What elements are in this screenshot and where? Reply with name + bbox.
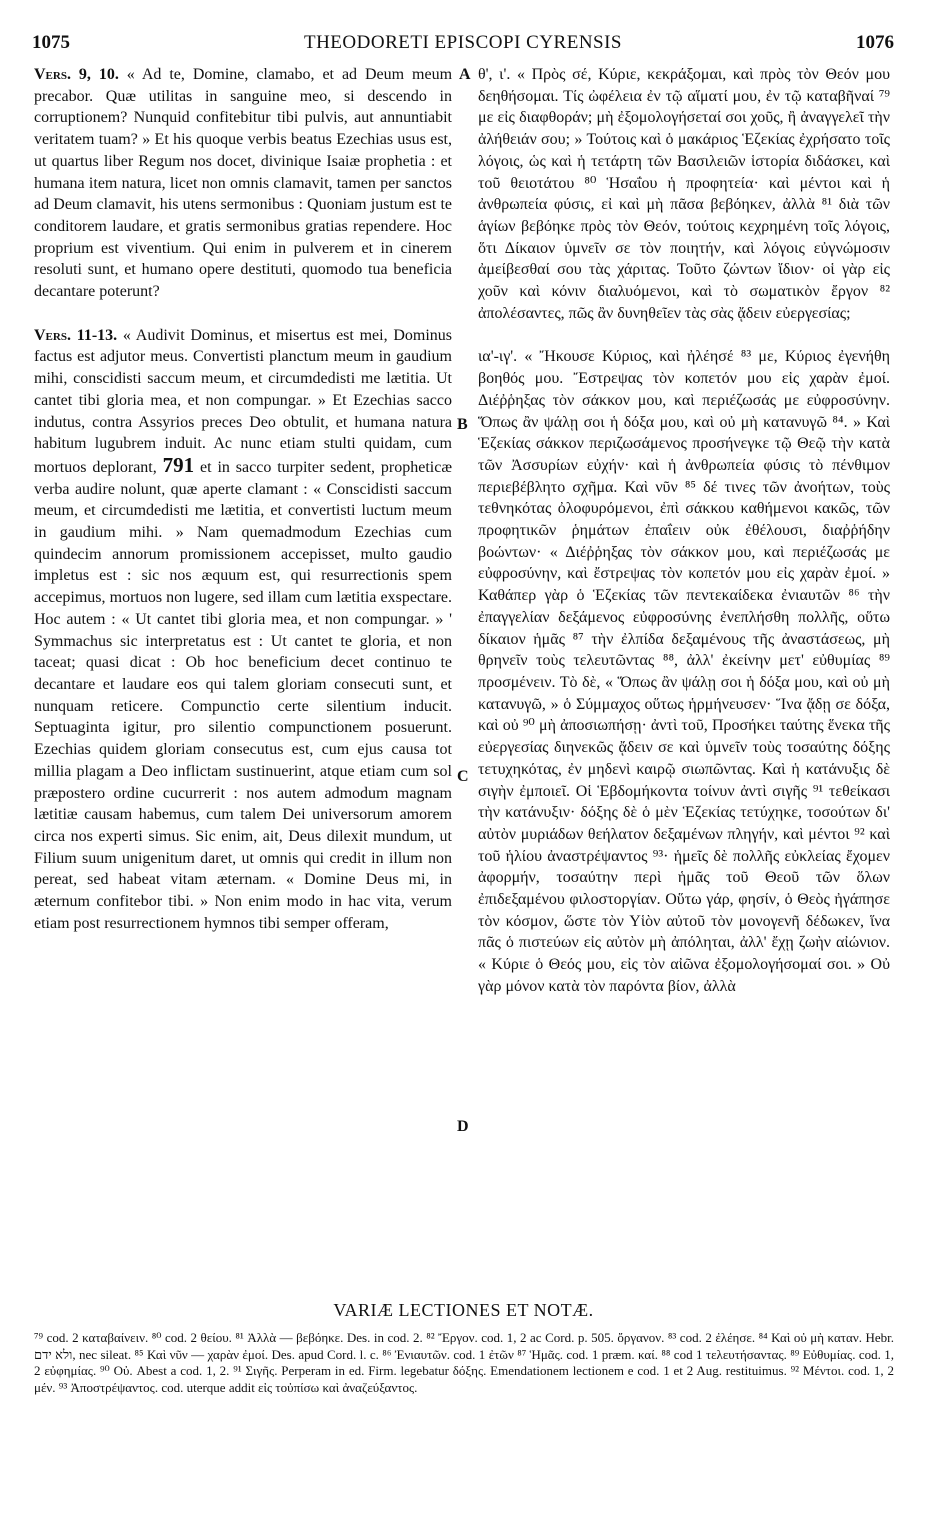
greek-text: « Ἤκουσε Κύριος, καὶ ἠλέησέ ⁸³ με, Κύριος ἐγενήθη βοηθός μου. Ἔστρεψας τὸν κοπετόν μου εἰς χαρὰν ἐμοί. Διέῤῥηξας τὸν σάκκον μου, καὶ περιέζωσάς με εὐφροσύνην. Ὅπως ἂν ψάλῃ σοι ἡ δόξα μου, καὶ οὐ μὴ κατανυγῶ ⁸⁴. » Καὶ Ἑζεκίας σάκκον περιζωσάμενος προσήνεγκε τῷ Θεῷ τὴν κατὰ τῶν Ἀσσυρίων εὐχήν· καὶ ἡ ἀνθρωπεία φύσις τὸ πένθιμον περιεβέβλητο σχῆμα. Καὶ νῦν ⁸⁵ δέ τινες τῶν ἀνοήτων, τοὺς τεθνηκότας ὀλοφυρόμενοι, ἐπὶ σάκκου καθήμενοι κακῶς, τῶν προφητικῶν ῥημάτων ἐπαΐειν οὐκ ἐθέλουσι, διαῤῥήδην βοώντων· « Διέῤῥηξας τὸν σάκκον μου, καὶ περιέζωσάς με εὐφροσύνην, καὶ ἔστρεψας τὸν κοπετόν μου εἰς χαρὰν ἐμοί. » Καθάπερ γὰρ ὁ Ἑζεκίας τῶν πεντεκαίδεκα ἐνιαυτῶν ⁸⁶ τὴν ἐπαγγελίαν δεξάμενος εὐφροσύνης ἐνεπλήσθη πολλῆς, οὕτω δίκαιον ἡμᾶς ⁸⁷ τὴν ἐλπίδα δεξαμένους τῆς ἀναστάσεως, μὴ θρηνεῖν τοὺς τελευτῶντας ⁸⁸, ἀλλ' ἐκείνην μετ' εὐθυμίας ⁸⁹ προσμένειν. Τὸ δὲ, « Ὅπως ἂν ψάλῃ σοι ἡ δόξα μου, καὶ οὐ μὴ κατανυγῶ, » ὁ Σύμμαχος οὕτως ἡρμήνευσεν· Ἵνα ᾄδῃ σε δόξα, καὶ οὐ ⁹⁰ μὴ ἀποσιωπήσῃ· ἀντὶ τοῦ, Προσήκει ταύτης ἕνεκα τῆς εὐεργεσίας διηνεκῶς ᾄδειν σε καὶ ὑμνεῖν τοὺς τοσαύτης δόξης τετυχηκότας, ἐν μηδενὶ καιρῷ σιωπῶντας. Καὶ ἡ κατάνυξις δὲ σιγὴν ἐμποιεῖ. Οἱ Ἑβδομήκοντα τοίνυν ἀντὶ σιγῆς ⁹¹ τεθείκασι τὴν κατάνυξιν· δόξης δὲ ὁ μὲν Ἑζεκίας τετύχηκε, τοσούτων δι' αὐτὸν μυριάδων θεήλατον δεξαμένων πληγήν, καὶ μέντοι ⁹² καὶ τοῦ ἡλίου ἀναστρέψαντος ⁹³· ἡμεῖς δὲ πολλῆς εὐκλείας ἔχομεν ἀφορμήν, τοσαύτην περὶ ἡμᾶς τοῦ Θεοῦ τῶν ὅλων ἐπιδεξαμένου φιλοστοργίαν. Οὕτω γάρ, φησίν, ὁ Θεὸς ἠγάπησε τὸν κόσμον, ὥστε τὸν Υἱὸν αὐτοῦ τὸν μονογενῆ δέδωκεν, ἵνα πᾶς ὁ πιστεύων εἰς αὐτὸν μὴ ἀπόληται, ἀλλ' ἔχῃ ζωὴν αἰώνιον. « Κύριε ὁ Θεός μου, εἰς τὸν αἰῶνα ἐξομολογήσομαί σοι. » Οὐ γὰρ μόνον κατὰ τὸν παρόντα βίον, ἀλλὰ bbox=[478, 348, 890, 995]
latin-column bbox=[34, 64, 452, 1270]
notes-section bbox=[34, 1330, 894, 1396]
greek-paragraph bbox=[478, 346, 890, 997]
margin-marker-c: C bbox=[457, 768, 469, 785]
running-title: THEODORETI EPISCOPI CYRENSIS bbox=[303, 32, 623, 53]
greek-paragraph bbox=[478, 64, 890, 324]
verse-reference: Vers. 9, 10. bbox=[34, 66, 119, 83]
margin-marker-d: D bbox=[457, 1118, 469, 1135]
column-number: 791 bbox=[162, 452, 195, 477]
margin-marker-a: A bbox=[459, 66, 471, 83]
verse-reference: ια'-ιγ'. bbox=[478, 348, 518, 366]
greek-text: « Πρὸς σέ, Κύριε, κεκράξομαι, καὶ πρὸς τὸν Θεόν μου δεηθήσομαι. Τίς ὠφέλεια ἐν τῷ αἵματί μου, ἐν τῷ καταβῆναί ⁷⁹ με εἰς διαφθοράν; μὴ ἐξομολογήσεταί σοι χοῦς, ἢ ἀναγγελεῖ τὴν ἀλήθειάν σου; » Τούτοις καὶ ὁ μακάριος Ἑζεκίας ἐχρήσατο τοῖς λόγοις, ὡς καὶ ἡ τετάρτη τῶν Βασιλειῶν ἱστορία διδάσκει, καὶ τοῦ θειοτάτου ⁸⁰ Ἡσαΐου ἡ προφητεία· καὶ μέντοι καὶ ἡ ἀνθρωπεία φύσις, εἰ καὶ μὴ πᾶσα βεβόηκεν, ἀλλὰ ⁸¹ διὰ τῶν ἁγίων βεβόηκε πρὸς τὸν Θεόν, τούτοις κεχρημένη τοῖς λόγοις, ὅτι Δίκαιον ὑμνεῖν σε τὸν ποιητήν, καὶ λόγοις εὐγνώμοσιν ἀμείβεσθαί σου τὰς χάριτας. Τοῦτο ζώντων ἴδιον· οἱ γὰρ εἰς χοῦν καὶ κόνιν διαλυόμενοι, καὶ τὸ σωματικὸν ἔργον ⁸² ἀπολέσαντες, πῶς ἂν δυνηθεῖεν τὰς σὰς ᾄδειν εὐεργεσίας; bbox=[478, 66, 890, 322]
page-header bbox=[32, 32, 894, 62]
latin-paragraph bbox=[34, 64, 452, 303]
margin-marker-b: B bbox=[457, 416, 468, 433]
page-number-right: 1076 bbox=[856, 32, 894, 53]
notes-title: VARIÆ LECTIONES ET NOTÆ. bbox=[333, 1300, 594, 1320]
verse-reference: θ', ι'. bbox=[478, 66, 511, 83]
latin-paragraph bbox=[34, 325, 452, 935]
latin-text: « Audivit Dominus, et misertus est mei, Dominus factus est adjutor meus. Convertisti planctum meum in gaudium mihi, conscidisti saccum meum, et circumdedisti me lætitia. Ut cantet tibi gloria mea, et non compungar. » Et Ezechias sacco indutus, contra Assyrios preces Deo obtulit, et humana natura habitum lugubrem induit. Ac nunc etiam stulti quidam, cum mortuos deplorant, bbox=[34, 326, 452, 476]
page-number-left: 1075 bbox=[32, 32, 70, 53]
verse-reference: Vers. 11-13. bbox=[34, 326, 118, 344]
latin-text: et in sacco turpiter sedent, propheticæ verba audire nolunt, quæ aperte clamant : « Conscidisti saccum meum, et circumdedisti me lætitia, et convertisti luctum meum in gaudium mihi. » Nam quemadmodum Ezechias cum quindecim annorum promissionem accepisset, multo gaudio impletus est : sic nos æquum est, qui resurrectionis spem accepimus, mortuos non lugere, sed illam cum lætitia exspectare. Hoc autem : « Ut cantet tibi gloria mea, et non compungar. » ' Symmachus sic interpretatus est : Ut cantet te gloria, et non taceat; quasi dicat : Ob hoc beneficium decet continuo te decantare et laudare eos qui talem gloriam consecuti sunt, et nunquam reticere. Compunctio certe silentium inducit. Septuaginta igitur, pro silentio compunctionem posuerunt. Ezechias quidem gloriam consecutus est, cum ejus causa tot millia plagam a Deo inflictam sustinuerint, atque etiam cum sol præpostero ordine cucurrerit : nos autem admodum magnam lætitiæ causam habemus, cum talem Dei universorum amorem circa nos experti simus. Sic enim, ait, Deus dilexit mundum, ut Filium suum unigenitum daret, ut omnis qui credit in illum non pereat, sed habeat vitam æternam. « Domine Deus mi, in æternum confitebor tibi. » Non enim modo in hac vita, verum etiam post resurrectionem hymnos tibi semper offeram, bbox=[34, 458, 452, 932]
greek-column bbox=[478, 64, 890, 1270]
notes-text: ⁷⁹ cod. 2 καταβαίνειν. ⁸⁰ cod. 2 θείου. ⁸¹ Ἀλλὰ — βεβόηκε. Des. in cod. 2. ⁸² Ἔργον. cod. 1, 2 ac Cord. p. 505. ὄργανον. ⁸³ cod. 2 ἐλέησε. ⁸⁴ Καὶ οὐ μὴ καταν. Hebr. ולא ידם, nec sileat. ⁸⁵ Καὶ νῦν — χαρὰν ἐμοί. Des. apud Cord. l. c. ⁸⁶ Ἐνιαυτῶν. cod. 1 ἐτῶν ⁸⁷ Ἡμᾶς. cod. 1 præm. καί. ⁸⁸ cod 1 τελευτήσαντας. ⁸⁹ Εὐθυμίας. cod. 1, 2 εὐφημίας. ⁹⁰ Οὐ. Abest a cod. 1, 2. ⁹¹ Σιγῆς. Perperam in ed. Firm. legebatur δόξης. Emendationem lectionem e cod. 1 et 2 Aug. restituimus. ⁹² Μέντοι. cod. 1, 2 μέν. ⁹³ Ἀποστρέψαντος. cod. uterque addit εἰς τοὐπίσω καὶ ἀναζεύξαντος. bbox=[34, 1330, 894, 1395]
latin-text: « Ad te, Domine, clamabo, et ad Deum meum precabor. Quæ utilitas in sanguine meo, si descendo in corruptionem? Nunquid confitebitur tibi pulvis, aut annuntiabit veritatem tuam? » Et his quoque verbis beatus Ezechias usus est, ut quartus liber Regum nos docet, divinique Isaiæ prophetia : et humana item natura, licet non omnis clamavit, tamen per sanctos ad Deum clamavit, his utens sermonibus : Quoniam justum est te conditorem laudare, et gratis sermonibus gratias rependere. Hoc proprium est viventium. Qui enim in pulverem et in cinerem resoluti sunt, et humano opere destituti, quomodo tua beneficia decantare poterunt? bbox=[34, 66, 452, 301]
